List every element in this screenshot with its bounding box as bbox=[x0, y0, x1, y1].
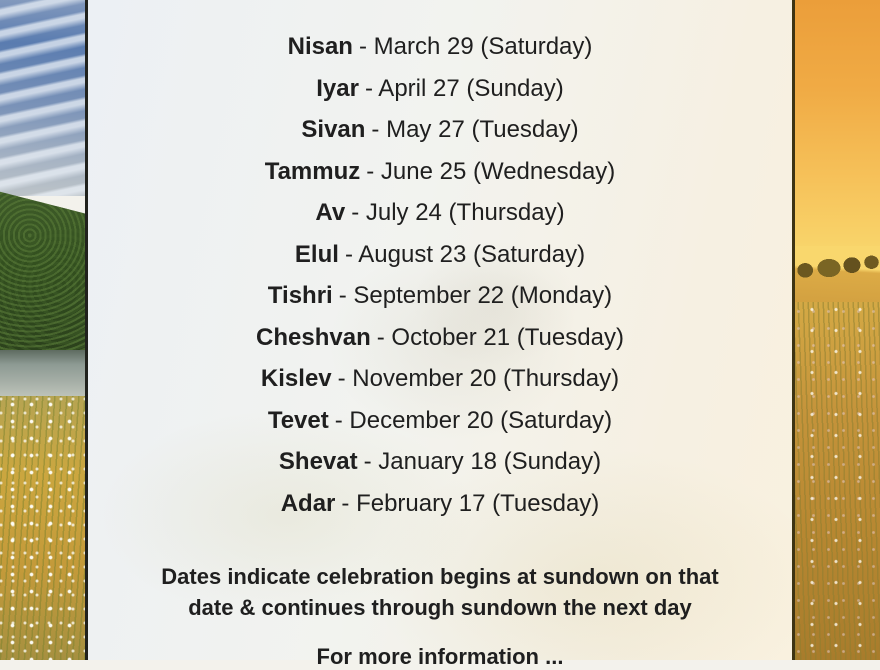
hebrew-month-name: Tammuz bbox=[264, 157, 361, 185]
month-row-cheshvan bbox=[88, 317, 792, 359]
month-row-tishri bbox=[88, 275, 792, 317]
gregorian-date: - January 18 (Sunday) bbox=[363, 448, 602, 475]
misty-lake bbox=[0, 350, 85, 398]
gregorian-date: - September 22 (Monday) bbox=[338, 282, 613, 309]
month-row-kislev bbox=[88, 358, 792, 400]
hebrew-month-name: Nisan bbox=[287, 33, 353, 60]
hebrew-month-name: Sivan bbox=[301, 116, 366, 143]
footer-cutoff-line: For more information ... bbox=[316, 644, 564, 669]
sundown-note bbox=[88, 561, 792, 623]
month-row-nisan bbox=[88, 26, 792, 68]
gregorian-date: - February 17 (Tuesday) bbox=[341, 489, 600, 517]
background-left-landscape bbox=[0, 0, 85, 660]
hebrew-month-name: Tevet bbox=[267, 406, 329, 434]
hebrew-month-name: Cheshvan bbox=[256, 323, 371, 351]
treeline-silhouette bbox=[795, 246, 880, 304]
sundown-note-line2: date & continues through sundown the next day bbox=[188, 595, 692, 620]
sunset-sky bbox=[795, 0, 880, 258]
meadow-wildflowers bbox=[0, 396, 85, 660]
hebrew-month-name: Tishri bbox=[267, 282, 333, 309]
gregorian-date: - October 21 (Tuesday) bbox=[376, 323, 624, 351]
month-row-tevet bbox=[88, 400, 792, 442]
blue-sky-clouds bbox=[0, 0, 85, 196]
hebrew-month-name: Shevat bbox=[278, 448, 358, 475]
gregorian-date: - August 23 (Saturday) bbox=[344, 240, 586, 268]
gregorian-date: - June 25 (Wednesday) bbox=[366, 157, 616, 185]
golden-field bbox=[795, 302, 880, 660]
gregorian-date: - July 24 (Thursday) bbox=[351, 199, 565, 226]
forest-hill bbox=[0, 185, 85, 353]
hebrew-month-name: Adar bbox=[280, 489, 336, 517]
background-right-landscape bbox=[795, 0, 880, 660]
month-row-iyar bbox=[88, 68, 792, 110]
hebrew-month-name: Iyar bbox=[316, 74, 359, 102]
hebrew-month-name: Av bbox=[315, 199, 346, 226]
gregorian-date: - December 20 (Saturday) bbox=[334, 406, 613, 434]
gregorian-date: - May 27 (Tuesday) bbox=[371, 116, 579, 143]
hebrew-month-name: Kislev bbox=[260, 365, 332, 392]
month-list bbox=[88, 26, 792, 524]
hebrew-month-name: Elul bbox=[294, 240, 339, 268]
month-row-sivan bbox=[88, 109, 792, 151]
gregorian-date: - November 20 (Thursday) bbox=[337, 365, 620, 392]
month-row-av bbox=[88, 192, 792, 234]
month-row-adar bbox=[88, 483, 792, 525]
gregorian-date: - March 29 (Saturday) bbox=[358, 33, 593, 60]
calendar-panel bbox=[85, 0, 795, 669]
month-row-tammuz bbox=[88, 151, 792, 193]
gregorian-date: - April 27 (Sunday) bbox=[364, 74, 564, 102]
month-row-shevat bbox=[88, 441, 792, 483]
month-row-elul bbox=[88, 234, 792, 276]
sundown-note-line1: Dates indicate celebration begins at sundown on that bbox=[161, 564, 719, 589]
